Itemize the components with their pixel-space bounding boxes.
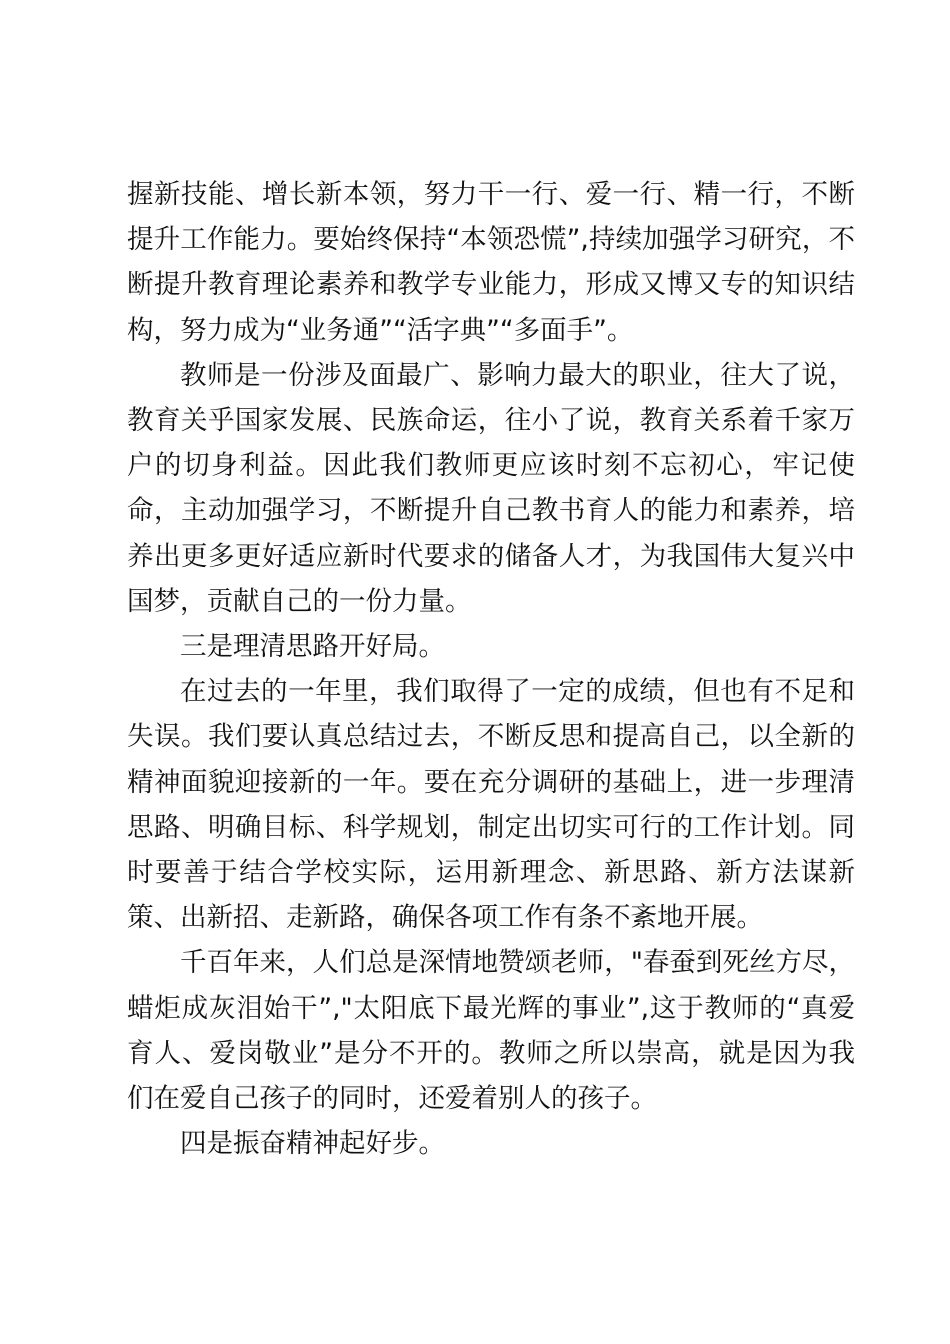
document-body bbox=[127, 172, 855, 1166]
section-heading-3: 三是理清思路开好局。 bbox=[180, 631, 445, 663]
paragraph-4: 在过去的一年里，我们取得了一定的成绩，但也有不足和失误。我们要认真总结过去，不断反思和提高自己，以全新的精神面貌迎接新的一年。要在充分调研的基础上，进一步理清思路、明确目标、科学规划，制定出切实可行的工作计划。同时要善于结合学校实际，运用新理念、新思路、新方法谋新策、出新招、走新路，确保各项工作有条不紊地开展。 bbox=[127, 676, 855, 934]
section-heading-4: 四是振奋精神起好步。 bbox=[180, 1128, 445, 1160]
paragraph-1: 握新技能、增长新本领，努力干一行、爱一行、精一行，不断提升工作能力。要始终保持“本领恐慌”,持续加强学习研究，不断提升教育理论素养和教学专业能力，形成又博又专的知识结构，努力成为“业务通”“活字典”“多面手”。 bbox=[127, 179, 855, 346]
paragraph-5: 千百年来，人们总是深情地赞颂老师，"春蚕到死丝方尽，蜡炬成灰泪始干”,"太阳底下最光辉的事业”,这于教师的“真爱育人、爱岗敬业”是分不开的。教师之所以崇高，就是因为我们在爱自己孩子的同时，还爱着别人的孩子。 bbox=[127, 947, 855, 1115]
paragraph-2: 教师是一份涉及面最广、影响力最大的职业，往大了说，教育关乎国家发展、民族命运，往小了说，教育关系着千家万户的切身利益。因此我们教师更应该时刻不忘初心，牢记使命，主动加强学习，不断提升自己教书育人的能力和素养，培养出更多更好适应新时代要求的储备人才，为我国伟大复兴中国梦，贡献自己的一份力量。 bbox=[127, 359, 855, 617]
